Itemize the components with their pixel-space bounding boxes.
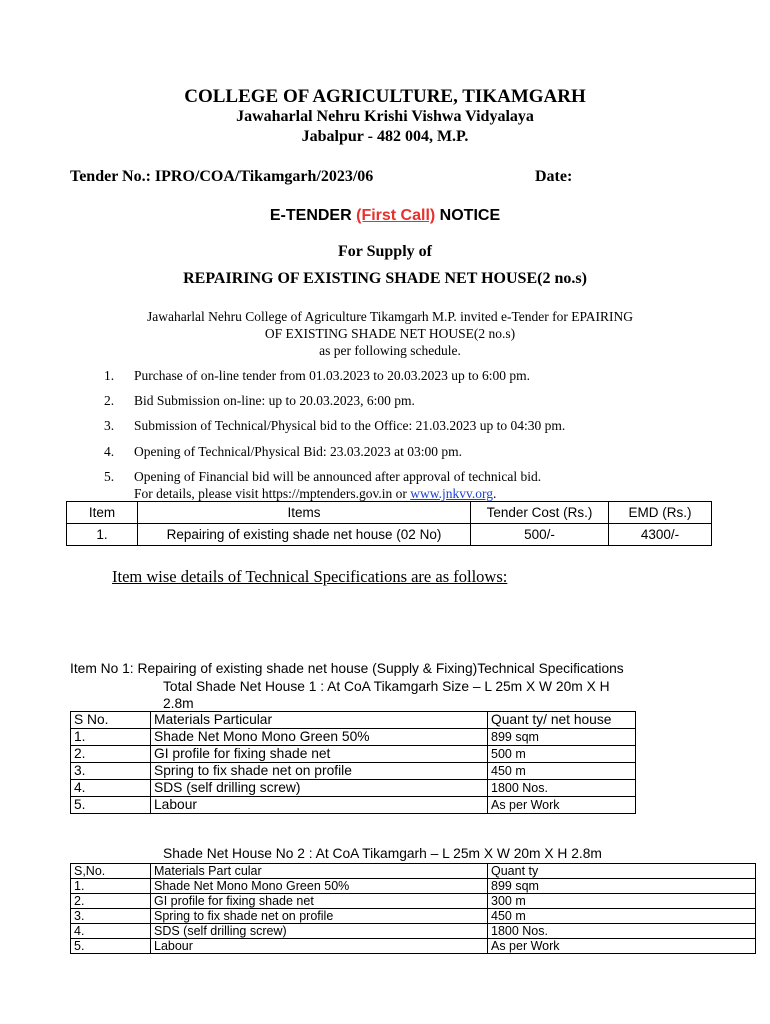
tender-number: Tender No.: IPRO/COA/Tikamgarh/2023/06 — [70, 168, 374, 185]
schedule-text: Bid Submission on-line: up to 20.03.2023, 6:00 pm. — [134, 393, 415, 408]
date-label: Date: — [535, 168, 573, 185]
item1-title: Item No 1: Repairing of existing shade net house (Supply & Fixing)Technical Specifications — [70, 661, 624, 676]
table-header-row — [71, 712, 636, 729]
schedule-text: Submission of Technical/Physical bid to the Office: 21.03.2023 up to 04:30 pm. — [134, 418, 566, 433]
schedule-number: 3. — [104, 418, 115, 433]
university-address: Jabalpur - 482 004, M.P. — [301, 128, 469, 145]
table-cell: 899 sqm — [488, 729, 636, 746]
university-name: Jawaharlal Nehru Krishi Vishwa Vidyalaya — [236, 108, 534, 125]
house2-materials-table — [70, 863, 756, 954]
table-cell: GI profile for fixing shade net — [151, 894, 488, 909]
table-cell: SDS (self drilling screw) — [151, 924, 488, 939]
schedule-text: Opening of Technical/Physical Bid: 23.03.2023 at 03:00 pm. — [134, 444, 463, 459]
table-cell: 5. — [71, 797, 151, 814]
notice-suffix: NOTICE — [435, 207, 501, 224]
house1-size — [163, 678, 610, 712]
table-row — [71, 780, 636, 797]
table-cell: 450 m — [488, 909, 756, 924]
supply-of-heading: For Supply of — [338, 243, 432, 260]
table-cell: Spring to fix shade net on profile — [151, 909, 488, 924]
table-cell: 899 sqm — [488, 879, 756, 894]
table-row — [71, 746, 636, 763]
house1-line: Total Shade Net House 1 : At CoA Tikamgarh Size – L 25m X W 20m X H — [163, 679, 610, 694]
table-row — [71, 797, 636, 814]
house1-materials-table — [70, 711, 636, 814]
table-cell: 3. — [71, 763, 151, 780]
table-header-row — [67, 502, 712, 524]
table-cell: 500/- — [471, 524, 609, 546]
intro-line: as per following schedule. — [319, 343, 461, 358]
table-header: S,No. — [71, 864, 151, 879]
table-cell: 450 m — [488, 763, 636, 780]
table-header: Tender Cost (Rs.) — [471, 502, 609, 524]
table-row — [71, 729, 636, 746]
table-cell: Repairing of existing shade net house (02 No) — [138, 524, 471, 546]
table-header: Quant ty — [488, 864, 756, 879]
tender-cost-table — [66, 501, 712, 546]
table-row — [71, 763, 636, 780]
table-cell: 1. — [71, 729, 151, 746]
table-cell: As per Work — [488, 939, 756, 954]
table-cell: Shade Net Mono Mono Green 50% — [151, 729, 488, 746]
house1-line: 2.8m — [163, 696, 194, 711]
table-cell: 2. — [71, 746, 151, 763]
table-cell: GI profile for fixing shade net — [151, 746, 488, 763]
intro-line: OF EXISTING SHADE NET HOUSE(2 no.s) — [264, 326, 516, 341]
house2-size: Shade Net House No 2 : At CoA Tikamgarh – L 25m X W 20m X H 2.8m — [163, 846, 602, 861]
table-header: S No. — [71, 712, 151, 729]
table-cell: SDS (self drilling screw) — [151, 780, 488, 797]
table-cell: 1. — [67, 524, 138, 546]
details-end: . — [492, 486, 497, 501]
intro-paragraph — [100, 308, 680, 359]
table-row — [71, 909, 756, 924]
spec-heading: Item wise details of Technical Specifications are as follows: — [112, 567, 508, 586]
table-cell: As per Work — [488, 797, 636, 814]
table-cell: 1800 Nos. — [488, 780, 636, 797]
table-cell: Labour — [151, 939, 488, 954]
table-cell: 3. — [71, 909, 151, 924]
table-cell: 1800 Nos. — [488, 924, 756, 939]
schedule-number: 1. — [104, 368, 115, 383]
notice-prefix: E-TENDER — [269, 207, 357, 224]
table-cell: 4. — [71, 780, 151, 797]
website-link[interactable]: www.jnkvv.org — [410, 486, 493, 501]
details-line — [134, 486, 496, 502]
table-header-row — [71, 864, 756, 879]
table-cell: Shade Net Mono Mono Green 50% — [151, 879, 488, 894]
table-cell: 4. — [71, 924, 151, 939]
schedule-text: Opening of Financial bid will be announced after approval of technical bid. — [134, 469, 542, 484]
table-header: Materials Particular — [151, 712, 488, 729]
table-header: EMD (Rs.) — [609, 502, 712, 524]
table-header: Items — [138, 502, 471, 524]
schedule-number: 2. — [104, 393, 115, 408]
table-row — [71, 939, 756, 954]
table-header: Item — [67, 502, 138, 524]
table-cell: 500 m — [488, 746, 636, 763]
table-cell: 5. — [71, 939, 151, 954]
table-cell: Labour — [151, 797, 488, 814]
table-row — [71, 879, 756, 894]
table-cell: 1. — [71, 879, 151, 894]
table-cell: Spring to fix shade net on profile — [151, 763, 488, 780]
college-title: COLLEGE OF AGRICULTURE, TIKAMGARH — [184, 86, 586, 107]
table-row — [67, 524, 712, 546]
schedule-number: 4. — [104, 444, 115, 459]
schedule-number: 5. — [104, 469, 115, 484]
table-cell: 2. — [71, 894, 151, 909]
table-row — [71, 894, 756, 909]
supply-title: REPAIRING OF EXISTING SHADE NET HOUSE(2 no.s) — [183, 270, 587, 287]
table-header: Materials Part cular — [151, 864, 488, 879]
table-cell: 300 m — [488, 894, 756, 909]
intro-line: Jawaharlal Nehru College of Agriculture Tikamgarh M.P. invited e-Tender for EPAIRING — [147, 309, 633, 324]
schedule-text: Purchase of on-line tender from 01.03.2023 to 20.03.2023 up to 6:00 pm. — [134, 368, 530, 383]
details-text: For details, please visit https://mptenders.gov.in or — [134, 486, 411, 501]
table-header: Quant ty/ net house — [488, 712, 636, 729]
notice-call: (First Call) — [356, 207, 436, 224]
table-cell: 4300/- — [609, 524, 712, 546]
table-row — [71, 924, 756, 939]
notice-title — [0, 207, 770, 225]
